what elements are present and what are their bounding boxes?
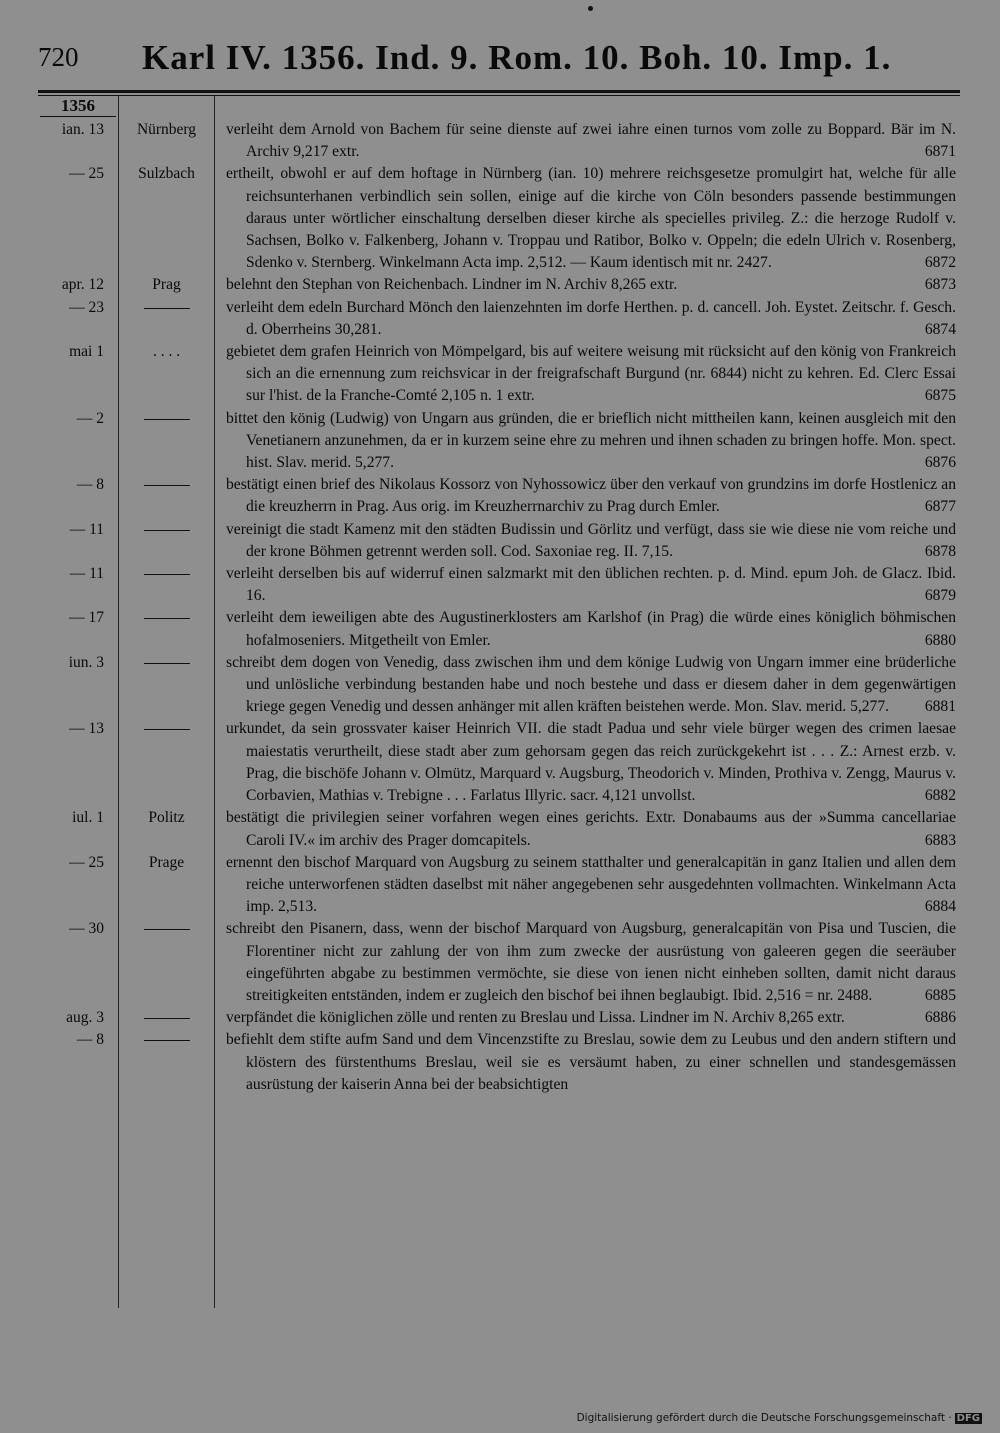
year-underline xyxy=(40,116,116,117)
entry-number: 6878 xyxy=(924,542,956,560)
entry-date: — 11 xyxy=(69,520,104,538)
entry-text-block xyxy=(226,274,956,296)
entry-date: — 25 xyxy=(69,853,104,871)
running-title: Karl IV. 1356. Ind. 9. Rom. 10. Boh. 10. Imp. 1. xyxy=(142,38,892,77)
funding-footer xyxy=(577,1412,982,1424)
entry-text: gebietet dem grafen Heinrich von Mömpelgard, bis auf weitere weisung mit rücksicht auf den könig von Frankreich sich an die ernennung zum reichsvicar in der freigrafschaft Burgund (nr. 6844) nicht zu kehren. Ed. Clerc Essai sur l'hist. de la Franche-Comté 2,105 n. 1 extr. xyxy=(226,343,956,405)
entry-text-block xyxy=(226,563,956,607)
entry-place: . . . . xyxy=(152,343,181,361)
regest-entry xyxy=(0,852,1000,919)
entry-date: apr. 12 xyxy=(61,276,104,294)
entry-place xyxy=(120,563,213,585)
entry-text-block xyxy=(226,519,956,563)
entry-text: verpfändet die königlichen zölle und renten zu Breslau und Lissa. Lindner im N. Archiv 8,265 extr. xyxy=(226,1009,845,1027)
entry-place xyxy=(120,297,213,319)
entry-place xyxy=(120,519,213,541)
entry-text-block xyxy=(226,119,956,163)
regest-entry xyxy=(0,563,1000,607)
entry-text-block xyxy=(226,807,956,851)
entry-text: bestätigt einen brief des Nikolaus Kossorz von Nyhossowicz über den verkauf von grundzins im dorfe Hostlenicz an die kreuzherrn in Prag. Aus orig. im Kreuzherrnarchiv zu Prag durch Emler. xyxy=(226,476,956,516)
entry-text-block xyxy=(226,918,956,1007)
entry-text: verleiht dem Arnold von Bachem für seine dienste auf zwei iahre einen turnos vom zolle zu Boppard. Bär im N. Archiv 9,217 extr. xyxy=(226,121,956,161)
regest-entry xyxy=(0,607,1000,651)
entry-place xyxy=(120,918,213,940)
entry-text: bittet den könig (Ludwig) von Ungarn aus gründen, die er brieflich nicht mittheilen kann, keinen ausgleich mit den Venetianern anzunehmen, da er in kurzem seine ehre zu mehren und ihnen schaden zu bringen hoffe. Mon. spect. hist. Slav. merid. 5,277. xyxy=(226,409,956,472)
regest-entry xyxy=(0,918,1000,1007)
regest-entry xyxy=(0,163,1000,274)
entry-place xyxy=(120,1029,213,1051)
ditto-dash xyxy=(144,729,190,730)
entry-place xyxy=(120,1007,213,1029)
regest-entry xyxy=(0,652,1000,719)
entry-text: verleiht derselben bis auf widerruf einen salzmarkt mit den üblichen rechten. p. d. Mind. epum Joh. de Glacz. Ibid. 16. xyxy=(226,565,956,605)
entry-text: urkundet, da sein grossvater kaiser Heinrich VII. die stadt Padua und sehr viele bürger wegen des crimen laesae maiestatis verurtheilt, diese stadt aber zum gehorsam gegen das reich zurückgekehrt ist . . . Z.: Arnest erzb. v. Prag, die bischöfe Johann v. Olmütz, Marquard v. Augsburg, Theodorich v. Minden, Prothiva v. Zengg, Maurus v. Corbavien, Mathias v. Trebigne . . . Farlatus Illyric. sacr. 4,121 unvollst. xyxy=(226,720,956,805)
regest-entry xyxy=(0,474,1000,518)
entry-text-block xyxy=(226,718,956,807)
regest-entry xyxy=(0,718,1000,807)
entry-date: iul. 1 xyxy=(72,809,104,827)
entry-text: belehnt den Stephan von Reichenbach. Lindner im N. Archiv 8,265 extr. xyxy=(226,276,678,294)
entry-number: 6873 xyxy=(924,276,956,294)
header-rule-thick xyxy=(38,90,960,93)
entry-number: 6884 xyxy=(924,898,956,916)
page-number: 720 xyxy=(38,42,79,72)
ditto-dash xyxy=(144,419,190,420)
dfg-logo: DFG xyxy=(956,1413,980,1424)
entry-date: mai 1 xyxy=(69,343,104,361)
entry-place xyxy=(120,408,213,430)
regest-entry xyxy=(0,408,1000,475)
page-header xyxy=(38,38,963,78)
entry-date: — 8 xyxy=(76,1031,104,1049)
ditto-dash xyxy=(144,1018,190,1019)
entry-place: Nürnberg xyxy=(136,121,197,138)
entry-place: Sulzbach xyxy=(138,165,195,183)
ditto-dash xyxy=(144,485,190,486)
ditto-dash xyxy=(144,1040,190,1041)
regest-entry xyxy=(0,341,1000,408)
entry-date: — 11 xyxy=(69,565,104,583)
entry-date: — 8 xyxy=(76,476,104,494)
entry-date: — 13 xyxy=(69,720,104,738)
regest-entry xyxy=(0,1007,1000,1029)
entry-number: 6885 xyxy=(924,986,956,1004)
entry-date: — 17 xyxy=(69,609,104,627)
entry-text: vereinigt die stadt Kamenz mit den städten Budissin und Görlitz und verfügt, dass sie wie diese nie vom reiche und der krone Böhmen getrennt werden soll. Cod. Saxoniae reg. II. 7,15. xyxy=(226,520,956,560)
entry-text: schreibt dem dogen von Venedig, dass zwischen ihm und dem könige Ludwig von Ungarn immer eine brüderliche und unlösliche verbindung bestanden habe und noch bestehe und dass er diesem daher in dem gegenwärtigen kriege gegen Venedig und dessen anhänger mit allen kräften beistehen werde. Mon. Slav. merid. 5,277. xyxy=(226,653,956,716)
entry-number: 6883 xyxy=(924,831,956,849)
entry-date: — 30 xyxy=(69,920,104,938)
entry-text-block xyxy=(226,607,956,651)
ditto-dash xyxy=(144,308,190,309)
entry-number: 6871 xyxy=(924,143,956,161)
entry-place xyxy=(120,652,213,674)
entry-text-block xyxy=(226,652,956,719)
entry-date: iun. 3 xyxy=(68,653,104,671)
entry-text: ertheilt, obwohl er auf dem hoftage in Nürnberg (ian. 10) mehrere reichsgesetze promulgirt hat, welche für alle reichsunterhanen verbindlich sein sollen, einige auf die kirche von Cöln besonders passende bestimmungen daraus unter wörtlicher einschaltung derselben dieser kirche als specielles privileg. Z.: die herzoge Rudolf v. Sachsen, Bolko v. Falkenberg, Johann v. Troppau und Ratibor, Bolko v. Oppeln; die edeln Ulrich v. Rosenberg, Sdenko v. Sternberg. Winkelmann Acta imp. 2,512. — Kaum identisch mit nr. 2427. xyxy=(226,165,956,272)
entry-place: Politz xyxy=(148,809,185,827)
entry-number: 6874 xyxy=(924,320,956,338)
entry-place: Prag xyxy=(152,276,181,294)
regest-entry xyxy=(0,274,1000,296)
ditto-dash xyxy=(144,530,190,531)
entry-number: 6872 xyxy=(924,254,956,272)
entry-date: ian. 13 xyxy=(61,121,104,138)
ink-speck xyxy=(588,6,593,11)
regest-entry xyxy=(0,519,1000,563)
footer-text: Digitalisierung gefördert durch die Deutsche Forschungsgemeinschaft · xyxy=(576,1412,952,1424)
entry-number: 6880 xyxy=(924,631,956,649)
entry-number: 6881 xyxy=(924,698,956,716)
entry-number: 6886 xyxy=(924,1009,956,1027)
entry-text: verleiht dem ieweiligen abte des Augustinerklosters am Karlshof (in Prag) die würde eines königlich böhmischen hofalmoseniers. Mitgetheilt von Emler. xyxy=(226,609,956,649)
entry-number: 6882 xyxy=(924,787,956,805)
entry-date: — 23 xyxy=(69,298,104,316)
ditto-dash xyxy=(144,929,190,930)
entry-place: Prage xyxy=(148,853,185,871)
entry-text-block xyxy=(226,297,956,341)
regest-entry xyxy=(0,1029,1000,1096)
entry-text: verleiht dem edeln Burchard Mönch den laienzehnten im dorfe Herthen. p. d. cancell. Joh. Eystet. Zeitschr. f. Gesch. d. Oberrheins 30,281. xyxy=(226,298,956,338)
entry-date: aug. 3 xyxy=(66,1009,104,1027)
regest-entry xyxy=(0,807,1000,851)
header-rule-thin xyxy=(38,95,960,96)
entry-number: 6879 xyxy=(924,587,956,605)
entry-date: — 2 xyxy=(76,409,104,427)
entry-place xyxy=(120,607,213,629)
entry-text: schreibt den Pisanern, dass, wenn der bischof Marquard von Augsburg, generalcapitän von Pisa und Tuscien, die Florentiner nicht zur zahlung der von ihm zum zwecke der ausrüstung von galeeren gegen die seeräuber eingeführten abgabe zu bestimmen vermöchte, sie diese von ienen nicht einheben sollten, damit nicht daraus streitigkeiten entständen, indem er zugleich den bischof bei ihnen beglaubigt. Ibid. 2,516 = nr. 2488. xyxy=(226,920,956,1004)
entry-text-block xyxy=(226,1029,956,1096)
regest-entry xyxy=(0,119,1000,163)
entry-text-block xyxy=(226,852,956,919)
entry-text-block xyxy=(226,408,956,475)
entry-number: 6875 xyxy=(924,387,956,405)
ditto-dash xyxy=(144,574,190,575)
entry-number: 6876 xyxy=(924,454,956,472)
entry-place xyxy=(120,474,213,496)
entry-text: bestätigt die privilegien seiner vorfahren wegen eines gerichts. Extr. Donabaums aus der »Summa cancellariae Caroli IV.« im archiv des Prager domcapitels. xyxy=(226,809,956,849)
entry-place xyxy=(120,718,213,740)
entry-text-block xyxy=(226,341,956,408)
entry-text: ernennt den bischof Marquard von Augsburg zu seinem statthalter und generalcapitän in ganz Italien und allen dem reiche unterworfenen städten daselbst mit näher angegebenen sehr ausgedehnten vollmachten. Winkelmann Acta imp. 2,513. xyxy=(226,853,956,916)
regest-entry xyxy=(0,297,1000,341)
ditto-dash xyxy=(144,618,190,619)
entry-text: befiehlt dem stifte aufm Sand und dem Vincenzstifte zu Breslau, sowie dem zu Leubus und den andern stiftern und klöstern des fürstenthums Breslau, weil sie es versäumt haben, zu einer schnellen und standesgemässen ausrüstung der kaiserin Anna bei der beabsichtigten xyxy=(226,1031,956,1093)
entry-text-block xyxy=(226,1007,956,1029)
ditto-dash xyxy=(144,663,190,664)
entry-text-block xyxy=(226,474,956,518)
regesta-list xyxy=(0,119,1000,1096)
entry-text-block xyxy=(226,163,956,274)
entry-date: — 25 xyxy=(69,165,104,183)
year-label: 1356 xyxy=(61,96,95,115)
entry-number: 6877 xyxy=(924,498,956,516)
